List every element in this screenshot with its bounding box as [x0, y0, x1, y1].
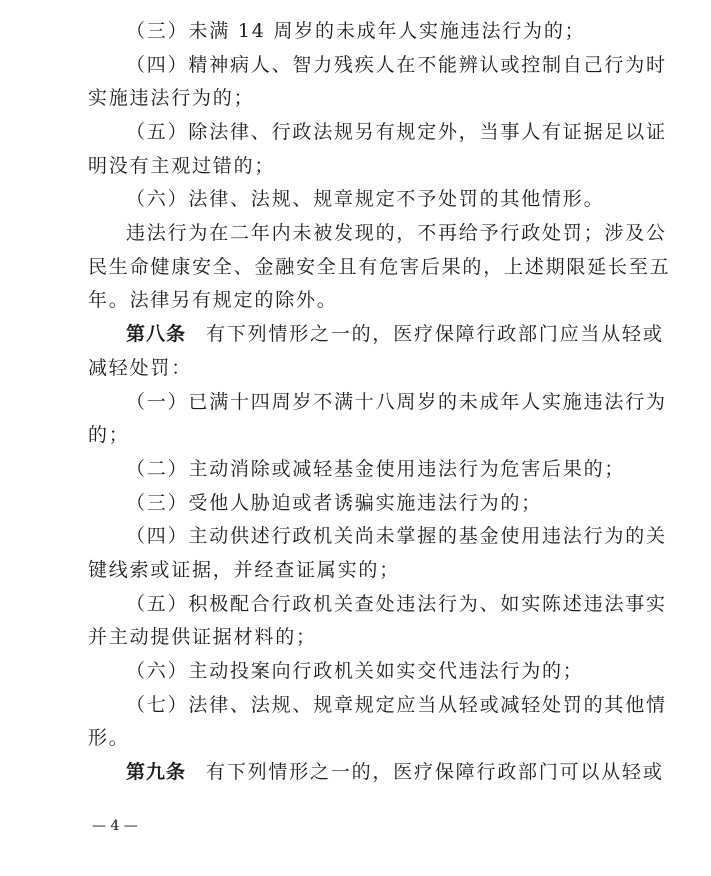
paragraph-line: 形。: [88, 727, 130, 749]
article-eight-heading-line: [126, 322, 664, 346]
paragraph-line: 减轻处罚：: [88, 357, 193, 379]
paragraph-line: （五）除法律、行政法规另有规定外，当事人有证据足以证: [126, 121, 667, 143]
article-nine-heading-line: [126, 760, 664, 784]
paragraph-line: （四）主动供述行政机关尚未掌握的基金使用违法行为的关: [126, 525, 667, 547]
paragraph-line: （五）积极配合行政机关查处违法行为、如实陈述违法事实: [126, 593, 667, 615]
paragraph-line: （三）受他人胁迫或者诱骗实施违法行为的；: [126, 492, 543, 514]
paragraph-line: 的；: [88, 424, 130, 446]
paragraph-line: （一）已满十四周岁不满十八周岁的未成年人实施违法行为: [126, 391, 667, 413]
paragraph-line: （三）未满 14 周岁的未成年人实施违法行为的；: [126, 20, 586, 42]
paragraph-line: 键线索或证据，并经查证属实的；: [88, 559, 401, 581]
paragraph-line: （二）主动消除或减轻基金使用违法行为危害后果的；: [126, 458, 626, 480]
paragraph-text: 有下列情形之一的，医疗保障行政部门可以从轻或: [206, 761, 664, 783]
paragraph-line: 并主动提供证据材料的；: [88, 626, 317, 648]
paragraph-line: （七）法律、法规、规章规定应当从轻或减轻处罚的其他情: [126, 694, 667, 716]
article-number: 第九条: [126, 761, 187, 783]
paragraph-line: （六）主动投案向行政机关如实交代违法行为的；: [126, 660, 584, 682]
paragraph-line: （四）精神病人、智力残疾人在不能辨认或控制自己行为时: [126, 54, 667, 76]
page-number: — 4 —: [92, 818, 138, 834]
paragraph-text: 有下列情形之一的，医疗保障行政部门应当从轻或: [206, 323, 664, 345]
paragraph-line: 违法行为在二年内未被发现的，不再给予行政处罚；涉及公: [126, 222, 667, 244]
paragraph-line: （六）法律、法规、规章规定不予处罚的其他情形。: [126, 188, 605, 210]
paragraph-line: 实施违法行为的；: [88, 87, 255, 109]
paragraph-line: 明没有主观过错的；: [88, 155, 276, 177]
paragraph-line: 民生命健康安全、金融安全且有危害后果的，上述期限延长至五: [88, 256, 671, 278]
paragraph-line: 年。法律另有规定的除外。: [88, 289, 338, 311]
article-number: 第八条: [126, 323, 187, 345]
